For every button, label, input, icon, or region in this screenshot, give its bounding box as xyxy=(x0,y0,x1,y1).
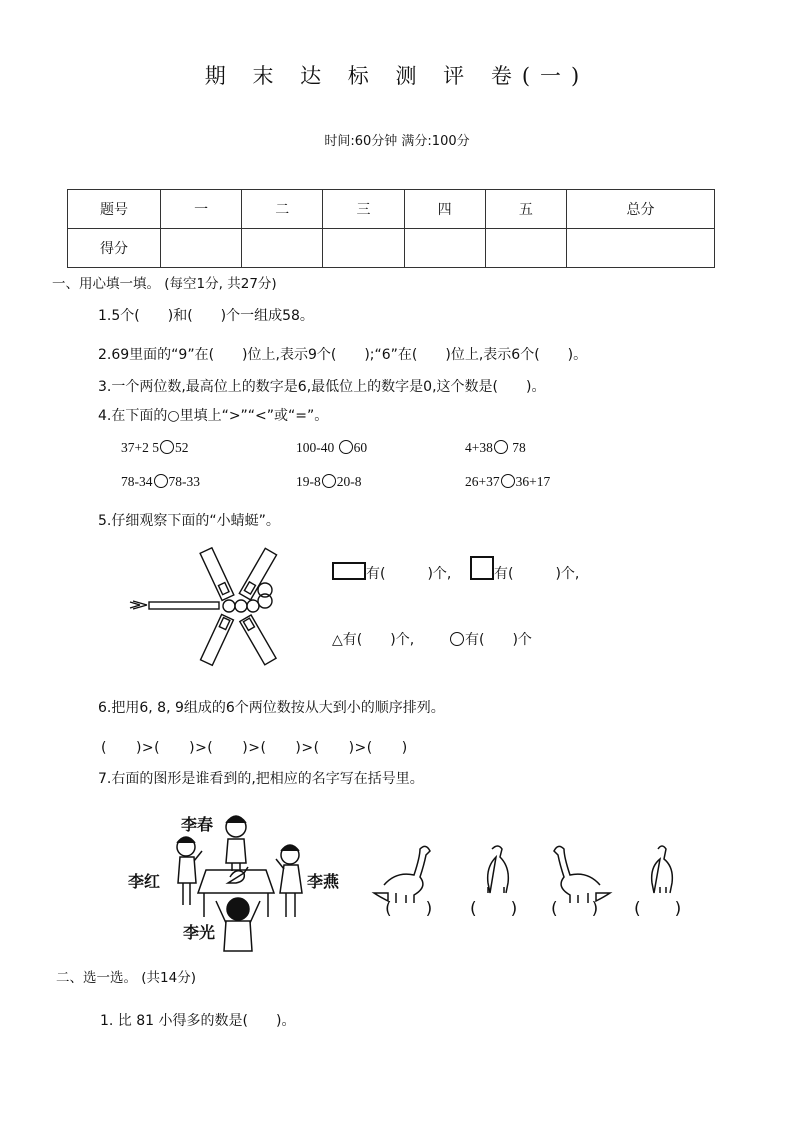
question-1-6: 6.把用6, 8, 9组成的6个两位数按从大到小的顺序排列。 xyxy=(98,700,445,716)
question-1-3: 3.一个两位数,最高位上的数字是6,最低位上的数字是0,这个数是( )。 xyxy=(98,379,546,395)
question-1-5: 5.仔细观察下面的“小蜻蜓”。 xyxy=(98,513,280,529)
compare-item: 37+2 5 52 xyxy=(121,440,189,455)
question-1-2: 2.69里面的“9”在( )位上,表示9个( );“6”在( )位上,表示6个( )。 xyxy=(98,347,588,363)
question-1-1: 1.5个( )和( )个一组成58。 xyxy=(98,308,314,324)
blank-circle-icon[interactable] xyxy=(160,440,174,454)
name-li-guang: 李光 xyxy=(183,923,216,942)
blank-circle-icon[interactable] xyxy=(501,474,515,488)
blank-circle-icon[interactable] xyxy=(154,474,168,488)
square-icon xyxy=(470,556,494,580)
question-2-1: 1. 比 81 小得多的数是( )。 xyxy=(100,1013,296,1029)
header-cell: 四 xyxy=(404,190,485,229)
name-li-hong: 李红 xyxy=(128,872,161,891)
compare-item: 26+37 36+17 xyxy=(465,474,551,489)
blank-circle-icon[interactable] xyxy=(339,440,353,454)
header-cell: 三 xyxy=(323,190,404,229)
score-table-score-row xyxy=(68,229,715,268)
section2-heading: 二、选一选。 (共14分) xyxy=(56,970,197,986)
header-cell: 一 xyxy=(161,190,242,229)
score-cell[interactable] xyxy=(404,229,485,268)
blank-circle-icon[interactable] xyxy=(494,440,508,454)
page-title: 期 末 达 标 测 评 卷(一) xyxy=(204,64,590,88)
name-li-yan: 李燕 xyxy=(307,872,340,891)
score-cell[interactable] xyxy=(323,229,404,268)
ordering-blanks[interactable]: ( )>( )>( )>( )>( )>( ) xyxy=(101,740,408,756)
header-cell: 五 xyxy=(485,190,566,229)
compare-item: 100-40 60 xyxy=(296,440,368,455)
score-table xyxy=(67,189,715,268)
answer-blank-1[interactable]: ( ) xyxy=(385,899,433,919)
answer-blank-3[interactable]: ( ) xyxy=(551,899,599,919)
header-cell: 题号 xyxy=(68,190,161,229)
answer-blank-4[interactable]: ( ) xyxy=(634,899,682,919)
rect-count: 有( )个, xyxy=(332,562,451,583)
answer-blank-2[interactable]: ( ) xyxy=(470,899,518,919)
section1-heading: 一、用心填一填。 (每空1分, 共27分) xyxy=(52,276,277,292)
rectangle-icon xyxy=(332,562,366,580)
question-1-4: 4.在下面的○里填上“>”“<”或“=”。 xyxy=(98,408,329,424)
header-cell: 二 xyxy=(242,190,323,229)
score-row-label: 得分 xyxy=(68,229,161,268)
square-count: 有( )个, xyxy=(470,556,579,583)
compare-item: 78-34 78-33 xyxy=(121,474,200,489)
header-cell: 总分 xyxy=(566,190,714,229)
exam-info: 时间:60分钟 满分:100分 xyxy=(324,134,470,149)
score-cell[interactable] xyxy=(566,229,714,268)
compare-item: 4+38 78 xyxy=(465,440,526,455)
score-cell[interactable] xyxy=(485,229,566,268)
question-1-7: 7.右面的图形是谁看到的,把相应的名字写在括号里。 xyxy=(98,771,424,787)
name-li-chun: 李春 xyxy=(181,815,214,834)
score-cell[interactable] xyxy=(242,229,323,268)
circle-count: 有( )个 xyxy=(449,629,532,649)
score-table-header-row xyxy=(68,190,715,229)
compare-item: 19-8 20-8 xyxy=(296,474,362,489)
dragonfly-figure xyxy=(125,545,285,670)
blank-circle-icon[interactable] xyxy=(322,474,336,488)
circle-icon xyxy=(450,632,464,646)
score-cell[interactable] xyxy=(161,229,242,268)
triangle-count: △有( )个, xyxy=(332,632,415,648)
